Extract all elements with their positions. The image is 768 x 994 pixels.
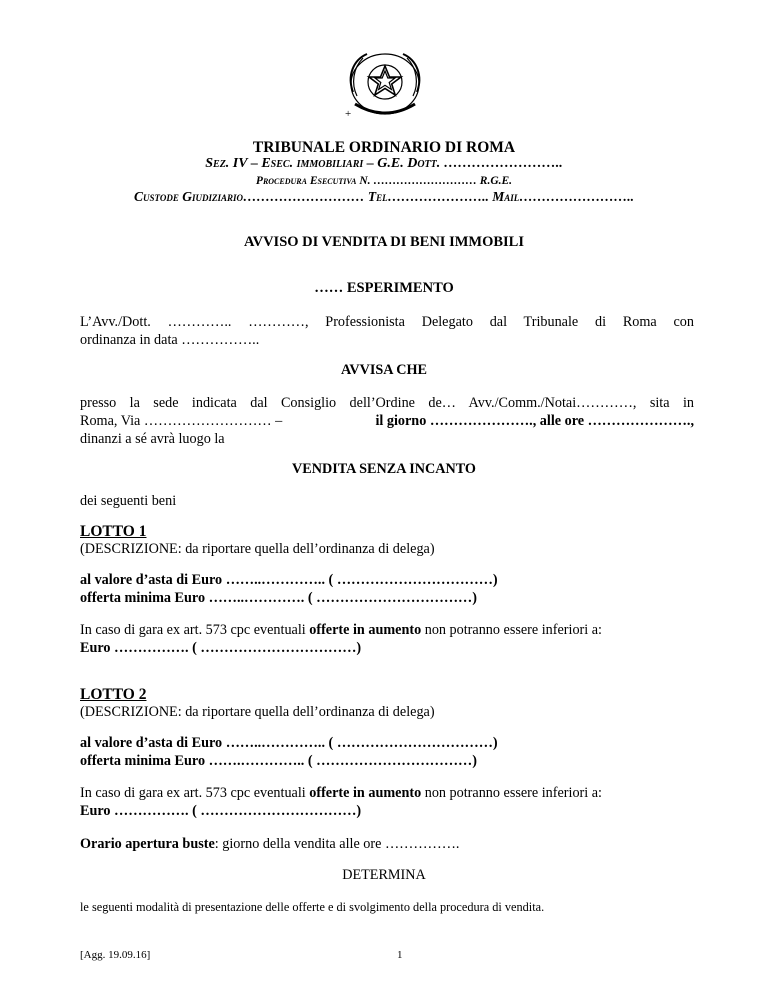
lot-1-euro: Euro ……………. ( ……………………………) [80,640,362,656]
avvisa-heading: AVVISA CHE [340,362,428,378]
lot-2-gara [80,784,602,802]
section-line: Sez. IV – Esec. immobiliari – G.E. Dott. …………………….. [205,156,563,171]
page-number: 1 [397,949,403,961]
intro-line-2: ordinanza in data …………….. [80,332,260,348]
lot-1-description: (DESCRIZIONE: da riportare quella dell’ordinanza di delega) [80,541,435,557]
orario-line [80,835,459,853]
custodian-line: Custode Giudiziario……………………… Tel………………….. Mail…………………….. [134,189,634,204]
lot-1-gara-bold: offerte in aumento [309,622,422,638]
presso-line-2 [80,412,694,430]
notice-title: AVVISO DI VENDITA DI BENI IMMOBILI [244,234,524,250]
lot-1-title: LOTTO 1 [80,523,147,540]
procedure-line: Procedura Esecutiva N. ……………………… R.G.E. [255,175,513,187]
lot-1-gara-start: In caso di gara ex art. 573 cpc eventuali [80,622,310,638]
plus-mark: + [345,108,352,120]
lot-2-gara-bold: offerte in aumento [309,785,422,801]
presso-line-1: presso la sede indicata dal Consiglio dell’Ordine de… Avv./Comm./Notai…………, sita in [80,395,694,411]
orario-rest: : giorno della vendita alle ore ……………. [214,836,460,852]
presso-line-3: dinanzi a sé avrà luogo la [80,431,225,447]
lot-1-valore: al valore d’asta di Euro ……..………….. ( ……………………………) [80,572,498,588]
modalita-line: le seguenti modalità di presentazione delle offerte e di svolgimento della procedura di vendita. [80,900,545,914]
lot-2-description: (DESCRIZIONE: da riportare quella dell’ordinanza di delega) [80,704,435,720]
presso-line-2-start: Roma, Via ……………………… – [80,413,286,429]
intro-line-1: L’Avv./Dott. ………….. …………, Professionista Delegato dal Tribunale di Roma con [80,314,694,330]
lot-2-gara-end: non potranno essere inferiori a: [421,785,603,801]
presso-line-2-bold: il giorno …………………., alle ore …………………., [375,413,694,429]
lot-2-gara-start: In caso di gara ex art. 573 cpc eventuali [80,785,310,801]
court-name: TRIBUNALE ORDINARIO DI ROMA [252,139,516,156]
lot-1-gara-end: non potranno essere inferiori a: [421,622,603,638]
lot-1-gara [80,621,602,639]
beni-line: dei seguenti beni [80,493,177,509]
lot-1-offerta: offerta minima Euro ……..…………. ( ……………………………) [80,590,477,606]
lot-2-title: LOTTO 2 [80,686,147,703]
vendita-heading: VENDITA SENZA INCANTO [292,461,476,477]
lot-2-offerta: offerta minima Euro …….………….. ( ……………………………) [80,753,477,769]
orario-bold: Orario apertura buste [80,836,215,852]
lot-2-euro: Euro ……………. ( ……………………………) [80,803,362,819]
determina-heading: DETERMINA [342,867,426,883]
experiment-heading: …… ESPERIMENTO [314,280,454,296]
republic-emblem-icon [339,46,431,124]
lot-2-valore: al valore d’asta di Euro ……..………….. ( ……………………………) [80,735,498,751]
footer-agg: [Agg. 19.09.16] [80,949,151,961]
